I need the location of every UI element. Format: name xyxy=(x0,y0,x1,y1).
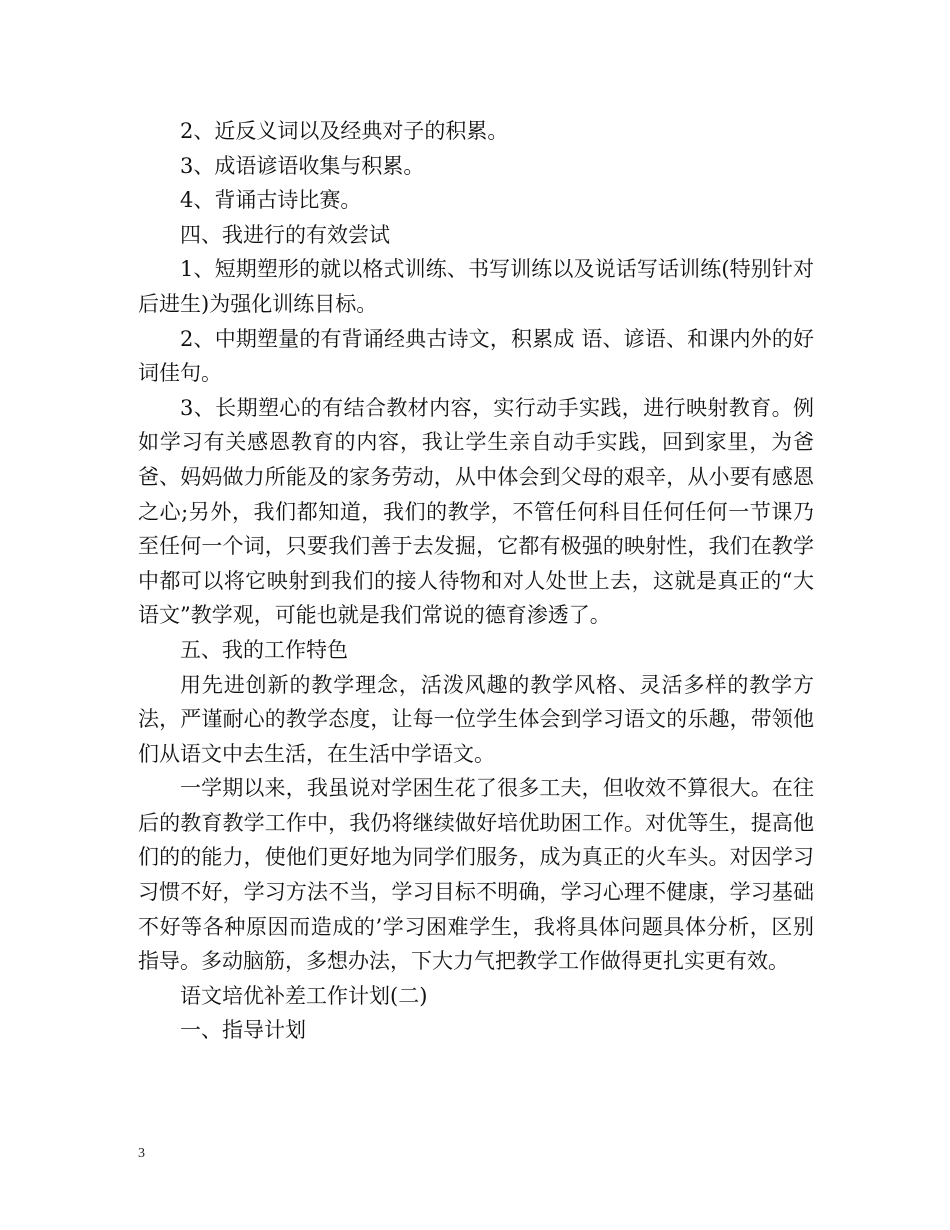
paragraph: 4、背诵古诗比赛。 xyxy=(180,188,362,213)
paragraph: 一学期以来，我虽说对学困生花了很多工夫，但收效不算很大。在往后的教育教学工作中，我仍将继续做好培优助困工作。对优等生，提高他们的的能力，使他们更好地为同学们服务，成为真正的火车头。对因学习习惯不好，学习方法不当，学习目标不明确，学习心理不健康，学习基础不好等各种原因而造成的’学习困难学生，我将具体问题具体分析，区别指导。多动脑筋，多想办法，下大力气把教学工作做得更扎实更有效。 xyxy=(138,776,814,974)
paragraph: 2、近反义词以及经典对子的积累。 xyxy=(180,119,509,143)
paragraph: 2、中期塑量的有背诵经典古诗文，积累成 语、谚语、和课内外的好词佳句。 xyxy=(138,326,814,386)
page-number: 3 xyxy=(138,1146,145,1161)
paragraph: 3、成语谚语收集与积累。 xyxy=(180,153,425,178)
section-heading: 四、我进行的有效尝试 xyxy=(180,222,390,247)
document-subtitle: 语文培优补差工作计划(二) xyxy=(180,983,428,1008)
paragraph: 3、长期塑心的有结合教材内容，实行动手实践，进行映射教育。例如学习有关感恩教育的内容，我让学生亲自动手实践，回到家里，为爸爸、妈妈做力所能及的家务劳动，从中体会到父母的艰辛，从小要有感恩之心;另外，我们都知道，我们的教学，不管任何科目任何任何一节课乃至任何一个词，只要我们善于去发掘，它都有极强的映射性，我们在教学中都可以将它映射到我们的接人待物和对人处世上去，这就是真正的“大语文”教学观，可能也就是我们常说的德育渗透了。 xyxy=(138,395,814,628)
section-heading: 一、指导计划 xyxy=(180,1018,306,1043)
section-heading: 五、我的工作特色 xyxy=(180,637,348,662)
paragraph: 1、短期塑形的就以格式训练、书写训练以及说话写话训练(特别针对后进生)为强化训练目标。 xyxy=(138,257,814,316)
paragraph: 用先进创新的教学理念，活泼风趣的教学风格、灵活多样的教学方法，严谨耐心的教学态度，让每一位学生体会到学习语文的乐趣，带领他们从语文中去生活，在生活中学语文。 xyxy=(138,672,814,766)
document-body xyxy=(138,114,814,1048)
